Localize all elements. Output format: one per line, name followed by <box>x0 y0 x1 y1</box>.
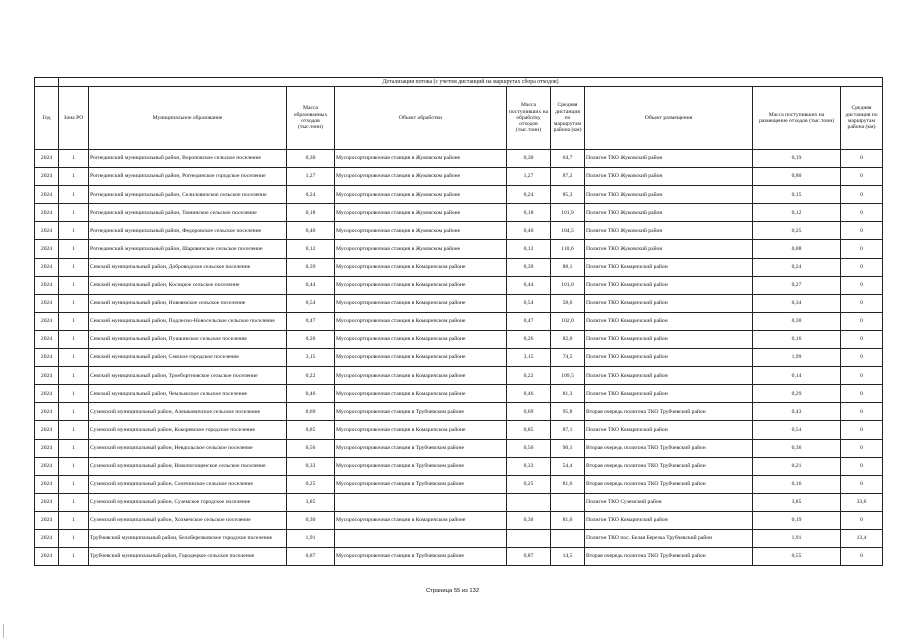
cell-processing-facility: Мусоросортировочная станция в Жуковском районе <box>335 186 507 204</box>
header-processing-distance: Средняя дистанция по маршрутам района (км) <box>551 87 585 150</box>
cell-year: 2024 <box>35 258 59 276</box>
cell-processing-facility: Мусоросортировочная станция в Комаричском районе <box>335 294 507 312</box>
cell-generated-mass: 0,69 <box>287 403 335 421</box>
cell-disposal-distance: 0 <box>841 330 883 348</box>
cell-zone: 1 <box>59 258 89 276</box>
cell-processing-facility: Мусоросортировочная станция в Трубчевском районе <box>335 475 507 493</box>
cell-municipality: Севский муниципальный район, Косицкое сельское поселение <box>89 276 287 294</box>
cell-disposal-facility: Полигон ТКО Жуковский район <box>585 204 753 222</box>
cell-processing-distance: 81,3 <box>551 385 585 403</box>
cell-processed-mass: 0,25 <box>507 475 551 493</box>
cell-municipality: Трубчевский муниципальный район, Белоберезковское городское поселение <box>89 529 287 547</box>
table-row <box>35 385 883 403</box>
cell-zone: 1 <box>59 294 89 312</box>
cell-processed-mass: 0,26 <box>507 330 551 348</box>
cell-disposal-facility: Вторая очередь полигона ТКО Трубчевский район <box>585 475 753 493</box>
cell-year: 2024 <box>35 403 59 421</box>
cell-processed-mass <box>507 493 551 511</box>
cell-processing-facility: Мусоросортировочная станция в Жуковском районе <box>335 240 507 258</box>
cell-zone: 1 <box>59 439 89 457</box>
cell-generated-mass: 0,47 <box>287 312 335 330</box>
cell-processing-distance: 82,0 <box>551 330 585 348</box>
cell-generated-mass: 0,18 <box>287 204 335 222</box>
cell-zone: 1 <box>59 276 89 294</box>
cell-zone: 1 <box>59 511 89 529</box>
cell-processing-facility: Мусоросортировочная станция в Трубчевском районе <box>335 439 507 457</box>
cell-municipality: Трубчевский муниципальный район, Городецкое сельское поселение <box>89 548 287 566</box>
cell-processing-facility: Мусоросортировочная станция в Комаричском районе <box>335 367 507 385</box>
table-row <box>35 276 883 294</box>
cell-disposal-facility: Полигон ТКО Жуковский район <box>585 240 753 258</box>
table-row <box>35 511 883 529</box>
cell-year: 2024 <box>35 330 59 348</box>
cell-zone: 1 <box>59 367 89 385</box>
table-row <box>35 240 883 258</box>
cell-zone: 1 <box>59 403 89 421</box>
cell-disposal-facility: Вторая очередь полигона ТКО Трубчевский район <box>585 457 753 475</box>
cell-disposal-distance: 0 <box>841 548 883 566</box>
cell-processing-facility: Мусоросортировочная станция в Трубчевском районе <box>335 403 507 421</box>
cell-zone: 1 <box>59 385 89 403</box>
cell-disposal-distance: 0 <box>841 168 883 186</box>
cell-municipality: Севский муниципальный район, Пушкинское сельское поселение <box>89 330 287 348</box>
cell-processed-mass: 0,85 <box>507 421 551 439</box>
cell-year: 2024 <box>35 222 59 240</box>
cell-year: 2024 <box>35 240 59 258</box>
cell-processed-mass: 1,27 <box>507 168 551 186</box>
cell-disposed-mass: 0,34 <box>753 294 841 312</box>
table-row <box>35 330 883 348</box>
table-row <box>35 258 883 276</box>
cell-disposed-mass: 1,99 <box>753 349 841 367</box>
cell-disposal-distance: 0 <box>841 475 883 493</box>
cell-disposed-mass: 0,14 <box>753 367 841 385</box>
cell-generated-mass: 3,85 <box>287 493 335 511</box>
cell-generated-mass: 0,87 <box>287 548 335 566</box>
cell-disposed-mass: 0,21 <box>753 457 841 475</box>
cell-zone: 1 <box>59 240 89 258</box>
cell-processed-mass: 0,33 <box>507 457 551 475</box>
cell-disposal-distance: 0 <box>841 204 883 222</box>
cell-processing-facility: Мусоросортировочная станция в Жуковском районе <box>335 168 507 186</box>
cell-year: 2024 <box>35 276 59 294</box>
cell-processed-mass: 0,30 <box>507 511 551 529</box>
cell-disposal-facility: Полигон ТКО Комаричский район <box>585 511 753 529</box>
cell-year: 2024 <box>35 312 59 330</box>
header-processing-facility: Объект обработки <box>335 87 507 150</box>
cell-disposed-mass: 3,85 <box>753 493 841 511</box>
cell-zone: 1 <box>59 330 89 348</box>
cell-processing-facility <box>335 529 507 547</box>
header-disposed-mass: Масса поступивших на размещение отходов (тыс.тонн) <box>753 87 841 150</box>
cell-disposed-mass: 0,19 <box>753 511 841 529</box>
cell-generated-mass: 1,27 <box>287 168 335 186</box>
cell-processing-distance: 81,6 <box>551 511 585 529</box>
cell-year: 2024 <box>35 475 59 493</box>
cell-municipality: Рогнединский муниципальный район, Рогнединское городское поселение <box>89 168 287 186</box>
cell-processing-distance <box>551 493 585 511</box>
cell-generated-mass: 0,39 <box>287 258 335 276</box>
cell-processing-distance: 102,0 <box>551 312 585 330</box>
cell-processed-mass: 3,15 <box>507 349 551 367</box>
cell-disposal-distance: 0 <box>841 349 883 367</box>
cell-disposed-mass: 0,36 <box>753 439 841 457</box>
cell-generated-mass: 0,30 <box>287 150 335 168</box>
cell-generated-mass: 0,40 <box>287 222 335 240</box>
cell-processing-distance: 54,4 <box>551 457 585 475</box>
cell-disposal-facility: Полигон ТКО Комаричский район <box>585 312 753 330</box>
cell-municipality: Суземский муниципальный район, Кокоревское городское поселение <box>89 421 287 439</box>
cell-processing-distance <box>551 529 585 547</box>
table-row <box>35 421 883 439</box>
cell-processing-facility: Мусоросортировочная станция в Жуковском районе <box>335 204 507 222</box>
cell-processing-distance: 81,6 <box>551 475 585 493</box>
cell-disposal-facility: Вторая очередь полигона ТКО Трубчевский район <box>585 403 753 421</box>
cell-year: 2024 <box>35 457 59 475</box>
cell-processed-mass: 0,44 <box>507 276 551 294</box>
cell-processing-facility: Мусоросортировочная станция в Комаричском районе <box>335 258 507 276</box>
cell-processing-distance: 74,5 <box>551 349 585 367</box>
cell-disposal-facility: Полигон ТКО Жуковский район <box>585 222 753 240</box>
header-municipality: Муниципальное образование <box>89 87 287 150</box>
cell-zone: 1 <box>59 222 89 240</box>
table-row <box>35 150 883 168</box>
cell-processing-facility: Мусоросортировочная станция в Комаричском районе <box>335 349 507 367</box>
cell-disposal-distance: 0 <box>841 276 883 294</box>
cell-municipality: Севский муниципальный район, Троебортновское сельское поселение <box>89 367 287 385</box>
cell-disposal-distance: 0 <box>841 240 883 258</box>
cell-zone: 1 <box>59 475 89 493</box>
cell-disposal-facility: Полигон ТКО Жуковский район <box>585 168 753 186</box>
cell-municipality: Севский муниципальный район, Доброводское сельское поселение <box>89 258 287 276</box>
cell-generated-mass: 0,30 <box>287 511 335 529</box>
cell-disposed-mass: 0,27 <box>753 276 841 294</box>
cell-disposal-facility: Полигон ТКО Жуковский район <box>585 150 753 168</box>
cell-disposal-facility: Полигон ТКО Комаричский район <box>585 330 753 348</box>
cell-zone: 1 <box>59 204 89 222</box>
table-row <box>35 204 883 222</box>
cell-municipality: Севский муниципальный район, Подлесно-Новосельское сельское поселение <box>89 312 287 330</box>
cell-zone: 1 <box>59 168 89 186</box>
cell-disposed-mass: 0,15 <box>753 186 841 204</box>
cell-municipality: Суземский муниципальный район, Холмечское сельское поселение <box>89 511 287 529</box>
cell-disposed-mass: 0,16 <box>753 330 841 348</box>
cell-processed-mass: 0,24 <box>507 186 551 204</box>
cell-disposal-distance: 0 <box>841 222 883 240</box>
cell-processing-facility: Мусоросортировочная станция в Комаричском районе <box>335 312 507 330</box>
cell-processed-mass: 0,40 <box>507 222 551 240</box>
cell-disposed-mass: 0,30 <box>753 312 841 330</box>
cell-disposal-facility: Полигон ТКО Комаричский район <box>585 385 753 403</box>
cell-processed-mass: 0,46 <box>507 385 551 403</box>
cell-processing-distance: 64,7 <box>551 150 585 168</box>
cell-processing-distance: 109,5 <box>551 367 585 385</box>
cell-disposed-mass: 0,24 <box>753 258 841 276</box>
table-row <box>35 168 883 186</box>
cell-disposed-mass: 1,91 <box>753 529 841 547</box>
table-caption-spacer <box>35 78 59 87</box>
flow-detail-table <box>34 77 883 566</box>
cell-processing-facility: Мусоросортировочная станция в Жуковском районе <box>335 222 507 240</box>
table-row <box>35 186 883 204</box>
flow-detail-table-container <box>34 77 882 566</box>
cell-disposal-facility: Полигон ТКО Комаричский район <box>585 258 753 276</box>
cell-municipality: Севский муниципальный район, Чемлыжское сельское поселение <box>89 385 287 403</box>
cell-processing-distance: 14,5 <box>551 548 585 566</box>
cell-year: 2024 <box>35 204 59 222</box>
cell-disposal-distance: 0 <box>841 150 883 168</box>
cell-processed-mass: 0,56 <box>507 439 551 457</box>
cell-processing-distance: 87,1 <box>551 421 585 439</box>
cell-disposal-facility: Вторая очередь полигона ТКО Трубчевский район <box>585 548 753 566</box>
table-row <box>35 457 883 475</box>
table-row <box>35 529 883 547</box>
cell-processed-mass: 0,18 <box>507 204 551 222</box>
cell-municipality: Рогнединский муниципальный район, Тюнинское сельское поселение <box>89 204 287 222</box>
cell-generated-mass: 0,24 <box>287 186 335 204</box>
cell-processing-facility: Мусоросортировочная станция в Трубчевском районе <box>335 548 507 566</box>
table-row <box>35 493 883 511</box>
cell-disposal-distance: 33,6 <box>841 493 883 511</box>
cell-generated-mass: 0,56 <box>287 439 335 457</box>
cell-year: 2024 <box>35 385 59 403</box>
cell-disposed-mass: 0,55 <box>753 548 841 566</box>
cell-disposed-mass: 0,43 <box>753 403 841 421</box>
cell-year: 2024 <box>35 349 59 367</box>
cell-generated-mass: 1,91 <box>287 529 335 547</box>
table-header-row <box>35 87 883 150</box>
cell-zone: 1 <box>59 529 89 547</box>
cell-disposed-mass: 0,12 <box>753 204 841 222</box>
cell-zone: 1 <box>59 493 89 511</box>
cell-processed-mass: 0,39 <box>507 258 551 276</box>
cell-processing-distance: 95,8 <box>551 403 585 421</box>
header-processed-mass: Масса поступивших на обработку отходов (тыс.тонн) <box>507 87 551 150</box>
header-disposal-facility: Объект размещения <box>585 87 753 150</box>
cell-disposal-distance: 0 <box>841 421 883 439</box>
cell-year: 2024 <box>35 439 59 457</box>
cell-zone: 1 <box>59 349 89 367</box>
cell-generated-mass: 0,85 <box>287 421 335 439</box>
cell-disposal-distance: 0 <box>841 385 883 403</box>
header-generated-mass: Масса образованных отходов (тыс.тонн) <box>287 87 335 150</box>
table-row <box>35 294 883 312</box>
cell-processing-facility <box>335 493 507 511</box>
margin-mark <box>3 624 4 638</box>
cell-processing-facility: Мусоросортировочная станция в Жуковском районе <box>335 150 507 168</box>
cell-disposal-distance: 13,4 <box>841 529 883 547</box>
cell-disposal-distance: 0 <box>841 439 883 457</box>
cell-processed-mass: 0,69 <box>507 403 551 421</box>
cell-processing-distance: 104,5 <box>551 222 585 240</box>
cell-disposal-distance: 0 <box>841 186 883 204</box>
cell-municipality: Рогнединский муниципальный район, Шаровичское сельское поселение <box>89 240 287 258</box>
cell-generated-mass: 0,22 <box>287 367 335 385</box>
table-row <box>35 349 883 367</box>
cell-disposal-distance: 0 <box>841 457 883 475</box>
cell-disposed-mass: 0,25 <box>753 222 841 240</box>
cell-processing-distance: 58,6 <box>551 294 585 312</box>
cell-generated-mass: 0,33 <box>287 457 335 475</box>
cell-processing-facility: Мусоросортировочная станция в Комаричском районе <box>335 421 507 439</box>
cell-municipality: Рогнединский муниципальный район, Селиловичское сельское поселение <box>89 186 287 204</box>
cell-processed-mass <box>507 529 551 547</box>
cell-disposal-distance: 0 <box>841 294 883 312</box>
cell-disposal-facility: Полигон ТКО Комаричский район <box>585 294 753 312</box>
cell-generated-mass: 0,25 <box>287 475 335 493</box>
cell-year: 2024 <box>35 186 59 204</box>
cell-generated-mass: 0,26 <box>287 330 335 348</box>
header-disposal-distance: Средняя дистанция по маршрутам района (км) <box>841 87 883 150</box>
cell-disposal-distance: 0 <box>841 367 883 385</box>
cell-processing-facility: Мусоросортировочная станция в Комаричском районе <box>335 511 507 529</box>
cell-year: 2024 <box>35 294 59 312</box>
table-caption: Детализация потока (с учетом дистанций на маршрутах сбора отходов) <box>59 78 883 87</box>
cell-disposal-facility: Полигон ТКО Комаричский район <box>585 349 753 367</box>
cell-disposed-mass: 0,08 <box>753 240 841 258</box>
cell-processing-distance: 87,2 <box>551 168 585 186</box>
table-row <box>35 222 883 240</box>
cell-disposal-facility: Полигон ТКО Комаричский район <box>585 421 753 439</box>
cell-zone: 1 <box>59 421 89 439</box>
cell-zone: 1 <box>59 457 89 475</box>
cell-processing-distance: 88,1 <box>551 258 585 276</box>
cell-municipality: Суземский муниципальный район, Алешковичское сельское поселение <box>89 403 287 421</box>
cell-disposed-mass: 0,16 <box>753 475 841 493</box>
cell-disposal-distance: 0 <box>841 312 883 330</box>
cell-year: 2024 <box>35 367 59 385</box>
cell-zone: 1 <box>59 186 89 204</box>
cell-disposal-distance: 0 <box>841 403 883 421</box>
table-row <box>35 403 883 421</box>
cell-generated-mass: 0,46 <box>287 385 335 403</box>
cell-year: 2024 <box>35 511 59 529</box>
table-row <box>35 475 883 493</box>
cell-municipality: Севский муниципальный район, Севское городское поселение <box>89 349 287 367</box>
cell-disposal-distance: 0 <box>841 511 883 529</box>
cell-processed-mass: 0,22 <box>507 367 551 385</box>
cell-municipality: Суземский муниципальный район, Невдольское сельское поселение <box>89 439 287 457</box>
cell-processing-facility: Мусоросортировочная станция в Трубчевском районе <box>335 457 507 475</box>
cell-municipality: Суземский муниципальный район, Новопогощенское сельское поселение <box>89 457 287 475</box>
cell-disposal-facility: Вторая очередь полигона ТКО Трубчевский район <box>585 439 753 457</box>
header-zone: Зона РО <box>59 87 89 150</box>
cell-disposed-mass: 0,54 <box>753 421 841 439</box>
cell-disposed-mass: 0,29 <box>753 385 841 403</box>
table-body <box>35 150 883 566</box>
page-number: Страница 55 из 132 <box>425 588 480 594</box>
header-year: Год <box>35 87 59 150</box>
cell-disposed-mass: 0,80 <box>753 168 841 186</box>
cell-year: 2024 <box>35 493 59 511</box>
cell-processing-distance: 90,1 <box>551 439 585 457</box>
cell-disposal-facility: Полигон ТКО пос. Белая Березка Трубчевский район <box>585 529 753 547</box>
cell-processing-distance: 101,9 <box>551 204 585 222</box>
cell-processing-facility: Мусоросортировочная станция в Комаричском районе <box>335 385 507 403</box>
cell-year: 2024 <box>35 548 59 566</box>
cell-year: 2024 <box>35 421 59 439</box>
cell-disposal-facility: Полигон ТКО Комаричский район <box>585 367 753 385</box>
cell-municipality: Севский муниципальный район, Новоямское сельское поселение <box>89 294 287 312</box>
cell-zone: 1 <box>59 312 89 330</box>
cell-year: 2024 <box>35 150 59 168</box>
cell-processed-mass: 0,87 <box>507 548 551 566</box>
cell-generated-mass: 0,54 <box>287 294 335 312</box>
cell-disposal-facility: Полигон ТКО Комаричский район <box>585 276 753 294</box>
cell-zone: 1 <box>59 150 89 168</box>
cell-disposal-distance: 0 <box>841 258 883 276</box>
cell-zone: 1 <box>59 548 89 566</box>
cell-disposal-facility: Полигон ТКО Жуковский район <box>585 186 753 204</box>
cell-processing-distance: 101,0 <box>551 276 585 294</box>
cell-disposal-facility: Полигон ТКО Суземский район <box>585 493 753 511</box>
cell-generated-mass: 3,15 <box>287 349 335 367</box>
cell-generated-mass: 0,44 <box>287 276 335 294</box>
cell-processing-facility: Мусоросортировочная станция в Комаричском районе <box>335 330 507 348</box>
table-row <box>35 439 883 457</box>
cell-generated-mass: 0,12 <box>287 240 335 258</box>
cell-processing-facility: Мусоросортировочная станция в Комаричском районе <box>335 276 507 294</box>
cell-processed-mass: 0,54 <box>507 294 551 312</box>
cell-year: 2024 <box>35 168 59 186</box>
table-row <box>35 548 883 566</box>
cell-municipality: Рогнединский муниципальный район, Вороновское сельское поселение <box>89 150 287 168</box>
cell-municipality: Суземский муниципальный район, Селечинское сельское поселение <box>89 475 287 493</box>
cell-disposed-mass: 0,19 <box>753 150 841 168</box>
cell-processing-distance: 85,3 <box>551 186 585 204</box>
cell-processed-mass: 0,12 <box>507 240 551 258</box>
cell-year: 2024 <box>35 529 59 547</box>
cell-processed-mass: 0,30 <box>507 150 551 168</box>
cell-municipality: Суземский муниципальный район, Суземское городское поселение <box>89 493 287 511</box>
cell-processed-mass: 0,47 <box>507 312 551 330</box>
cell-processing-distance: 110,6 <box>551 240 585 258</box>
cell-municipality: Рогнединский муниципальный район, Федоровское сельское поселение <box>89 222 287 240</box>
table-row <box>35 367 883 385</box>
table-row <box>35 312 883 330</box>
